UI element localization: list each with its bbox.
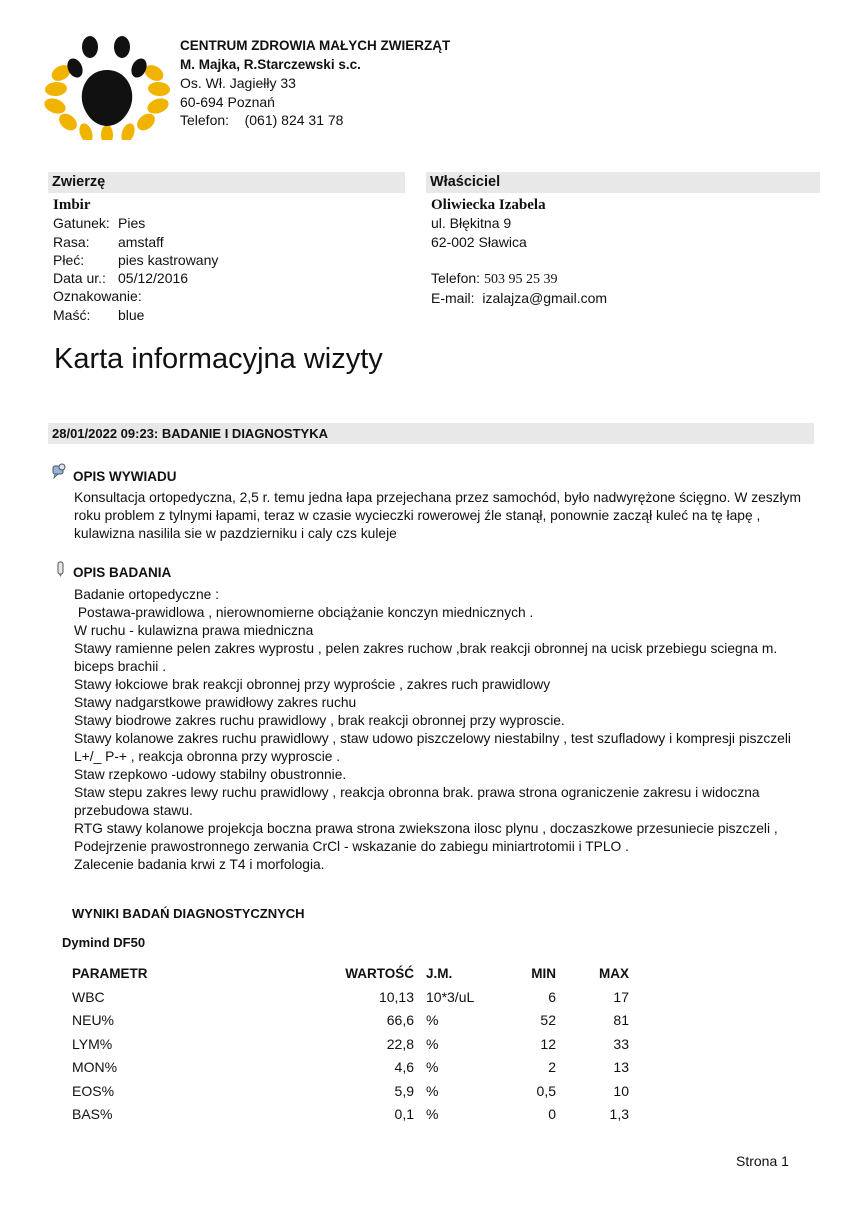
clinic-name: CENTRUM ZDROWIA MAŁYCH ZWIERZĄT [180,38,451,53]
table-row: LYM% 22,8 % 12 33 [72,1035,629,1052]
exam-line: Stawy łokciowe brak reakcji obronnej przy wyproście , zakres ruch prawidlowy [74,677,551,692]
owner-name: Oliwiecka Izabela [431,197,546,213]
owner-phone-row: Telefon: 503 95 25 39 [431,269,558,287]
owner-phone: 503 95 25 39 [483,271,558,287]
page-title: Karta informacyjna wizyty [54,343,383,375]
interview-text: Konsultacja ortopedyczna, 2,5 r. temu jedna łapa przejechana przez samochód, było nadwyrężone ścięgno. W zeszłym roku problem z tylnymi łapami, teraz w czasie wycieczki rowerowej źle stanął, ponownie zaczął kuleć na tę łapę , kulawizna nasilila sie w pazdzierniku i caly czs kuleje [74,490,802,541]
interview-icon [52,463,66,479]
exam-line: Stawy nadgarstkowe prawidłowy zakres ruchu [74,695,357,710]
interview-title: OPIS WYWIADU [73,469,177,484]
page-number: Strona 1 [736,1153,789,1169]
exam-line: Stawy kolanowe zakres ruchu prawidlowy , staw udowo piszczelowy niestabilny , test szufladowy i kompresji piszczeli L+/_ P-+ , reakcja obronna przy wyproscie . [74,731,791,764]
clinic-logo [42,36,174,140]
exam-title: OPIS BADANIA [73,565,172,580]
col-unit: J.M. [426,966,453,982]
owner-header: Właściciel [426,172,820,193]
exam-line: RTG stawy kolanowe projekcja boczna prawa strona zwiekszona ilosc plynu , doczaszkowe przesuniecie piszczeli , [74,821,778,836]
exam-line: W ruchu - kulawizna prawa miedniczna [74,623,314,638]
animal-field-color: Maść: blue [53,306,145,323]
exam-line: Postawa-prawidlowa , nierownomierne obciążanie konczyn miednicznych . [74,605,534,620]
owner-city: 62-002 Sławica [431,233,527,250]
animal-field-sex: Płeć: pies kastrowany [53,251,219,268]
exam-line: Staw stepu zakres lewy ruchu prawidlowy , reakcja obronna brak. prawa strona ograniczenie zakresu i widoczna przebudowa stawu. [74,785,760,818]
results-table [72,962,629,1126]
animal-field-breed: Rasa: amstaff [53,233,164,250]
table-row: MON% 4,6 % 2 13 [72,1059,629,1076]
col-max: MAX [599,966,629,982]
clinic-address-line1: Os. Wł. Jagiełły 33 [180,75,296,91]
clinic-phone: (061) 824 31 78 [244,112,344,128]
col-min: MIN [531,966,556,982]
animal-field-marking: Oznakowanie: [53,288,142,305]
results-header-row [72,962,629,985]
table-row: BAS% 0,1 % 0 1,3 [72,1106,629,1123]
clinic-phone-row [180,111,450,130]
animal-header: Zwierzę [48,172,405,193]
clinic-owners: M. Majka, R.Starczewski s.c. [180,56,361,72]
table-row: NEU% 66,6 % 52 81 [72,1012,629,1029]
results-title: WYNIKI BADAŃ DIAGNOSTYCZNYCH [72,906,305,921]
exam-line: Staw rzepkowo -udowy stabilny obustronnie. [74,767,347,782]
animal-info [53,196,218,324]
exam-line: Podejrzenie prawostronnego zerwania CrCl - wskazanie do zabiegu miniartrotomii i TPLO . [74,839,629,854]
animal-field-species: Gatunek: Pies [53,215,146,232]
col-parameter: PARAMETR [72,966,148,982]
exam-text [74,586,814,874]
visit-header: 28/01/2022 09:23: BADANIE I DIAGNOSTYKA [48,423,814,444]
animal-name: Imbir [53,197,91,213]
device-name: Dymind DF50 [62,935,146,950]
owner-street: ul. Błękitna 9 [431,215,512,232]
col-value: WARTOŚĆ [345,966,414,982]
clinic-address-line2: 60-694 Poznań [180,93,275,110]
owner-info [431,196,607,307]
table-row: WBC 10,13 10*3/uL 6 17 [72,989,629,1006]
exam-line: Stawy ramienne pelen zakres wyprostu , pelen zakres ruchow ,brak reakcji obronnej na ucisk przebiegu sciegna m. biceps brachii . [74,641,778,674]
clinic-phone-label: Telefon: [180,112,230,128]
animal-field-birthdate: Data ur.: 05/12/2016 [53,270,189,287]
owner-email-row: E-mail: izalajza@gmail.com [431,290,608,307]
owner-email: izalajza@gmail.com [482,290,608,307]
clinic-info [180,37,450,130]
exam-line: Zalecenie badania krwi z T4 i morfologia. [74,857,325,872]
table-row: EOS% 5,9 % 0,5 10 [72,1082,629,1099]
exam-icon [54,561,68,577]
exam-line: Stawy biodrowe zakres ruchu prawidlowy , brak reakcji obronnej przy wyproscie. [74,713,565,728]
exam-line: Badanie ortopedyczne : [74,587,219,602]
